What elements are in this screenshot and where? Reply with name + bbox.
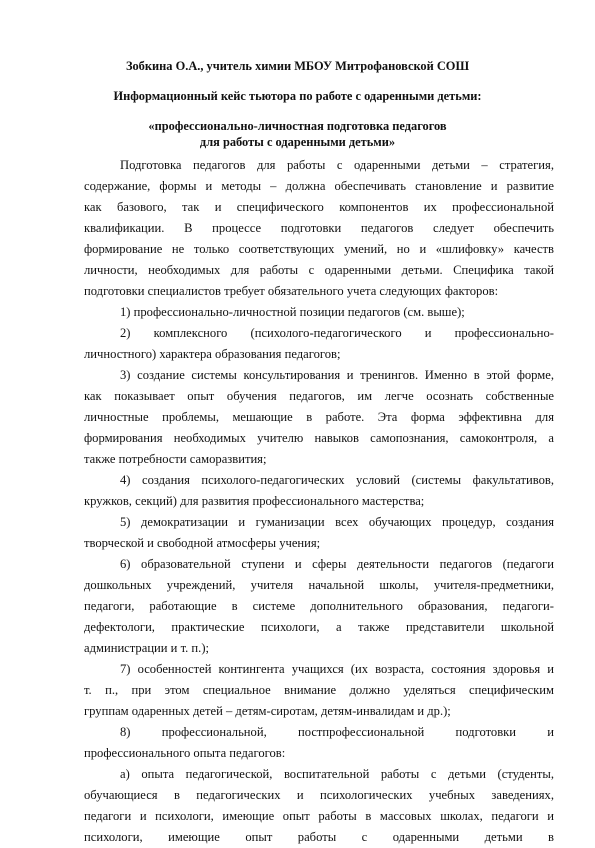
text-line: формирование не только соответствующих умений, но и «шлифовку» качеств [84, 242, 554, 256]
text-line: обучающиеся в педагогических и психологических учебных заведениях, [84, 788, 554, 802]
text-line: администрации и т. п.); [84, 641, 210, 655]
list-item: 2) комплексного (психолого-педагогического и профессионально- [120, 326, 554, 340]
text-line: квалификации. В процессе подготовки педагогов следует обеспечить [84, 221, 554, 235]
case-title: Информационный кейс тьютора по работе с одаренными детьми: [113, 89, 482, 103]
text-line: личностного) характера образования педагогов; [84, 347, 341, 361]
list-item: 1) профессионально-личностной позиции педагогов (см. выше); [120, 305, 465, 319]
text-line: дефектологи, практические психологи, а также представители школьной [84, 620, 554, 634]
text-line: личности, необходимых для работы с одаренными детьми. Специфика такой [84, 263, 554, 277]
text-line: психологи, имеющие опыт работы с одаренными детьми в [84, 830, 554, 844]
text-line: дошкольных учреждений, учителя начальной школы, учителя-предметники, [84, 578, 554, 592]
text-line: профессионального опыта педагогов: [84, 746, 286, 760]
text-line: формирования необходимых учителю навыков самопознания, самоконтроля, а [84, 431, 554, 445]
text-line: Подготовка педагогов для работы с одаренными детьми – стратегия, [120, 158, 554, 172]
text-line: как базового, так и специфического компонентов их профессиональной [84, 200, 554, 214]
text-line: творческой и свободной атмосферы учения; [84, 536, 321, 550]
subtitle-line-1: «профессионально-личностная подготовка педагогов [148, 119, 447, 133]
text-line: также потребности саморазвития; [84, 452, 267, 466]
author-line: Зобкина О.А., учитель химии МБОУ Митрофановской СОШ [125, 59, 470, 73]
text-line: педагоги, работающие в системе дополнительного образования, педагоги- [84, 599, 554, 613]
text-line: как показывает опыт обучения педагогов, им легче осознать собственные [84, 389, 554, 403]
list-item: 8) профессиональной, постпрофессиональной подготовки и [120, 725, 554, 739]
list-item: 3) создание системы консультирования и тренингов. Именно в этой форме, [120, 368, 554, 382]
list-item: 7) особенностей контингента учащихся (их возраста, состояния здоровья и [120, 662, 554, 676]
list-item: 4) создания психолого-педагогических условий (системы факультативов, [120, 473, 554, 487]
text-line: содержание, формы и методы – должна обеспечивать становление и развитие [84, 179, 554, 193]
text-line: группам одаренных детей – детям-сиротам, детям-инвалидам и др.); [84, 704, 451, 718]
list-item: а) опыта педагогической, воспитательной работы с детьми (студенты, [120, 767, 554, 781]
text-line: личностные проблемы, мешающие в работе. Эта форма эффективна для [84, 410, 554, 424]
subtitle-line-2: для работы с одаренными детьми» [199, 135, 396, 149]
text-line: педагоги и психологи, имеющие опыт работы в массовых школах, педагоги и [84, 809, 554, 823]
text-line: кружков, секций) для развития профессионального мастерства; [84, 494, 425, 508]
text-line: т. п., при этом специальное внимание должно уделяться специфическим [84, 683, 554, 697]
list-item: 5) демократизации и гуманизации всех обучающих процедур, создания [120, 515, 554, 529]
body-text [84, 155, 554, 848]
list-item: 6) образовательной ступени и сферы деятельности педагогов (педагоги [120, 557, 554, 571]
text-line: подготовки специалистов требует обязательного учета следующих факторов: [84, 284, 499, 298]
